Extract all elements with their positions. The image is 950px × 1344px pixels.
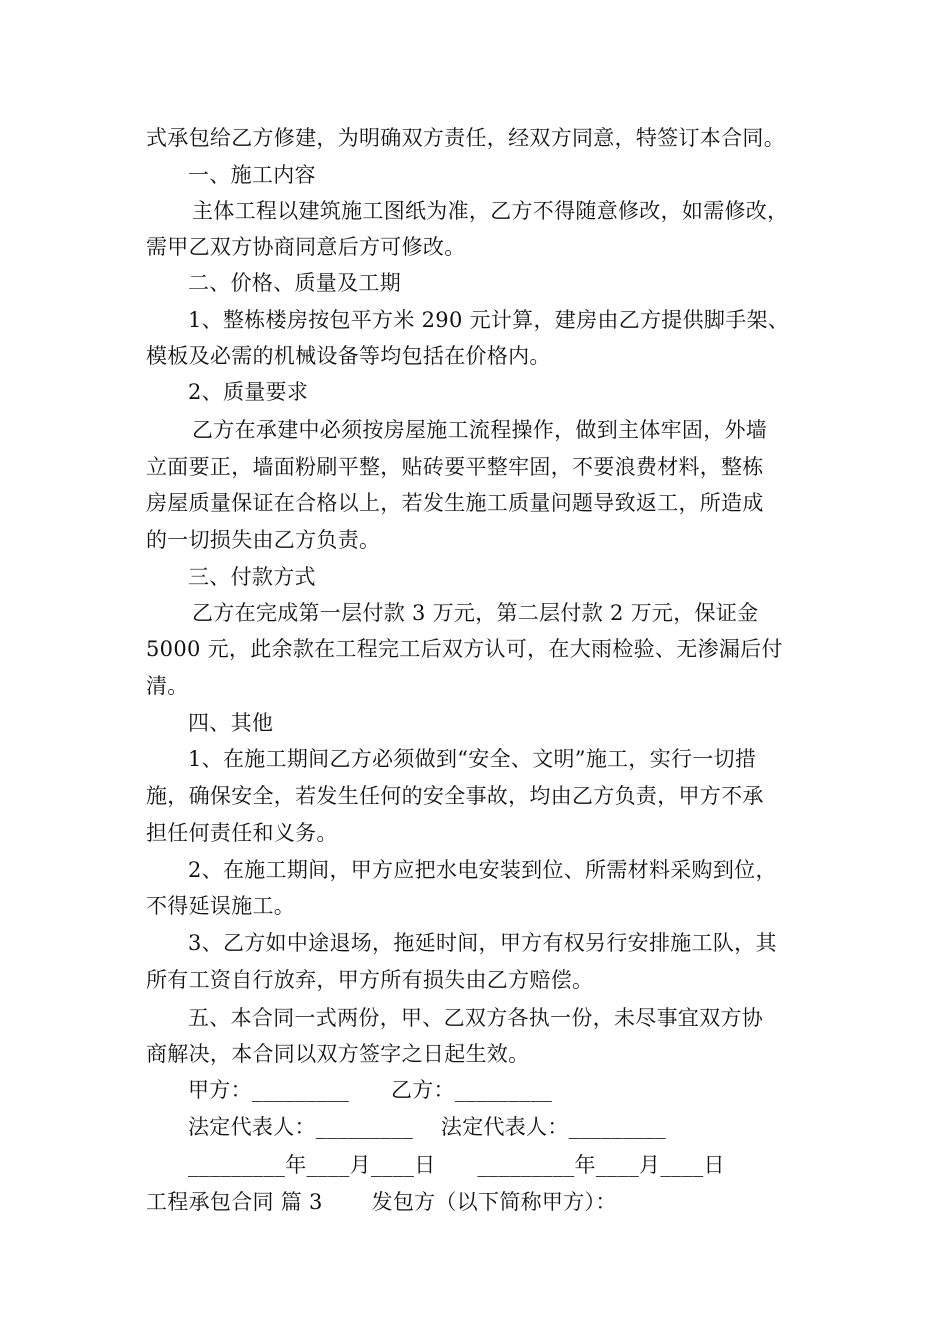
- paragraph-line: 1、在施工期间乙方必须做到“安全、文明”施工，实行一切措: [188, 747, 757, 771]
- paragraph-line: 需甲乙双方协商同意后方可修改。: [146, 235, 466, 259]
- paragraph-line: 3、乙方如中途退场，拖延时间，甲方有权另行安排施工队，其: [188, 931, 777, 955]
- section-heading-payment-method: 三、付款方式: [188, 565, 316, 589]
- next-contract-heading: 工程承包合同 篇 3 发包方（以下简称甲方）：: [146, 1190, 617, 1214]
- section-heading-price-quality-schedule: 二、价格、质量及工期: [188, 271, 401, 295]
- paragraph-line: 1、整栋楼房按包平方米 290 元计算，建房由乙方提供脚手架、: [188, 308, 790, 332]
- paragraph-line: 主体工程以建筑施工图纸为准，乙方不得随意修改，如需修改，: [192, 199, 789, 223]
- paragraph-line: 5000 元，此余款在工程完工后双方认可，在大雨检验、无渗漏后付: [146, 637, 783, 661]
- paragraph-line: 2、在施工期间，甲方应把水电安装到位、所需材料采购到位，: [188, 858, 777, 882]
- section-heading-construction-content: 一、施工内容: [188, 163, 316, 187]
- section-heading-other: 四、其他: [188, 711, 274, 735]
- signature-legal-representatives: 法定代表人：_________ 法定代表人：_________: [188, 1115, 666, 1139]
- paragraph-line: 立面要正，墙面粉刷平整，贴砖要平整牢固，不要浪费材料，整栋: [146, 455, 764, 479]
- signature-party-names: 甲方：_________ 乙方：_________: [188, 1078, 553, 1102]
- subheading-quality-requirements: 2、质量要求: [188, 380, 309, 404]
- paragraph-line: 施，确保安全，若发生任何的安全事故，均由乙方负责，甲方不承: [146, 784, 764, 808]
- paragraph-line: 五、本合同一式两份，甲、乙双方各执一份，未尽事宜双方协: [188, 1006, 764, 1030]
- paragraph-line: 模板及必需的机械设备等均包括在价格内。: [146, 344, 551, 368]
- paragraph-line: 房屋质量保证在合格以上，若发生施工质量问题导致返工，所造成: [146, 491, 764, 515]
- paragraph-line: 的一切损失由乙方负责。: [146, 528, 381, 552]
- paragraph-line: 式承包给乙方修建，为明确双方责任，经双方同意，特签订本合同。: [146, 126, 785, 150]
- signature-dates: _________年____月____日 _________年____月____日: [188, 1153, 725, 1177]
- paragraph-line: 乙方在完成第一层付款 3 万元，第二层付款 2 万元，保证金: [192, 601, 759, 625]
- paragraph-line: 清。: [146, 674, 189, 698]
- paragraph-line: 担任何责任和义务。: [146, 821, 338, 845]
- paragraph-line: 商解决，本合同以双方签字之日起生效。: [146, 1042, 530, 1066]
- paragraph-line: 乙方在承建中必须按房屋施工流程操作，做到主体牢固，外墙: [192, 418, 768, 442]
- paragraph-line: 所有工资自行放弃，甲方所有损失由乙方赔偿。: [146, 968, 594, 992]
- paragraph-line: 不得延误施工。: [146, 894, 296, 918]
